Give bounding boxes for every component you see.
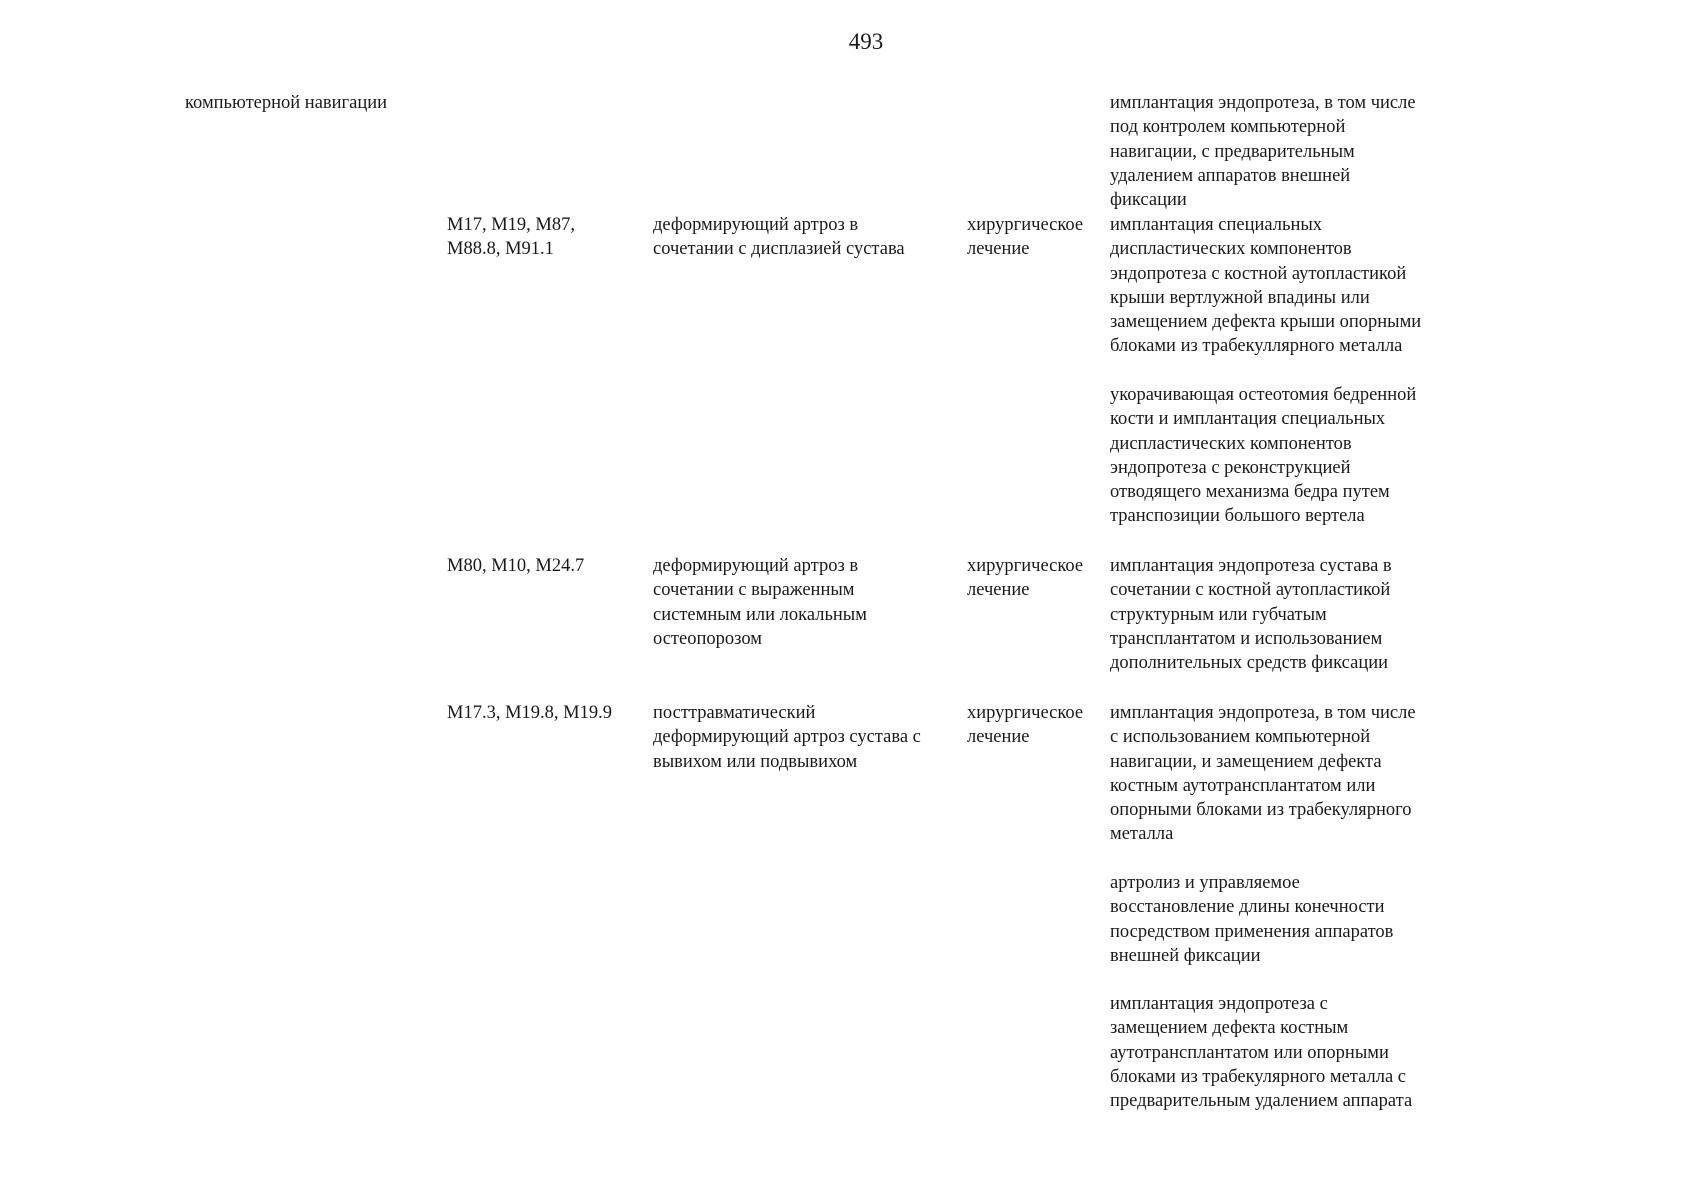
diagnosis-cell: посттравматический деформирующий артроз сустава с вывихом или подвывихом: [653, 703, 921, 772]
treatment-cell: хирургическое лечение: [967, 556, 1084, 601]
method-cell: артролиз и управляемое восстановление длины конечности посредством применения аппаратов внешней фиксации: [1110, 873, 1394, 966]
method-cell: имплантация эндопротеза сустава в сочетании с костной аутопластикой структурным или губчатым трансплантатом и использованием дополнительных средств фиксации: [1110, 556, 1392, 674]
method-cell: имплантация эндопротеза с замещением дефекта костным аутотрансплантатом или опорными блоками из трабекулярного металла с предварительным удалением аппарата: [1110, 994, 1413, 1112]
diagnosis-cell: деформирующий артроз в сочетании с дисплазией сустава: [653, 215, 905, 260]
diagnosis-cell: деформирующий артроз в сочетании с выраженным системным или локальным остеопорозом: [653, 556, 867, 649]
treatment-cell: хирургическое лечение: [967, 215, 1084, 260]
method-cell: имплантация специальных диспластических компонентов эндопротеза с костной аутопластикой крыши вертлужной впадины или замещением дефекта крыши опорными блоками из трабекуллярного металла: [1110, 215, 1422, 357]
method-cell: имплантация эндопротеза, в том числе с использованием компьютерной навигации, и замещением дефекта костным аутотрансплантатом или опорными блоками из трабекулярного металла: [1110, 703, 1416, 845]
page-number: 493: [848, 29, 884, 54]
profile-cell: компьютерной навигации: [185, 93, 388, 113]
treatment-cell: хирургическое лечение: [967, 703, 1084, 748]
codes-cell: M80, M10, M24.7: [447, 556, 585, 576]
intro-method-cell: имплантация эндопротеза, в том числе под контролем компьютерной навигации, с предварительным удалением аппаратов внешней фиксации: [1110, 93, 1416, 211]
method-cell: укорачивающая остеотомия бедренной кости и имплантация специальных диспластических компонентов эндопротеза с реконструкцией отводящего механизма бедра путем транспозиции большого вертела: [1110, 385, 1417, 527]
codes-cell: M17, M19, M87, M88.8, M91.1: [447, 215, 575, 260]
codes-cell: M17.3, M19.8, M19.9: [447, 703, 612, 723]
